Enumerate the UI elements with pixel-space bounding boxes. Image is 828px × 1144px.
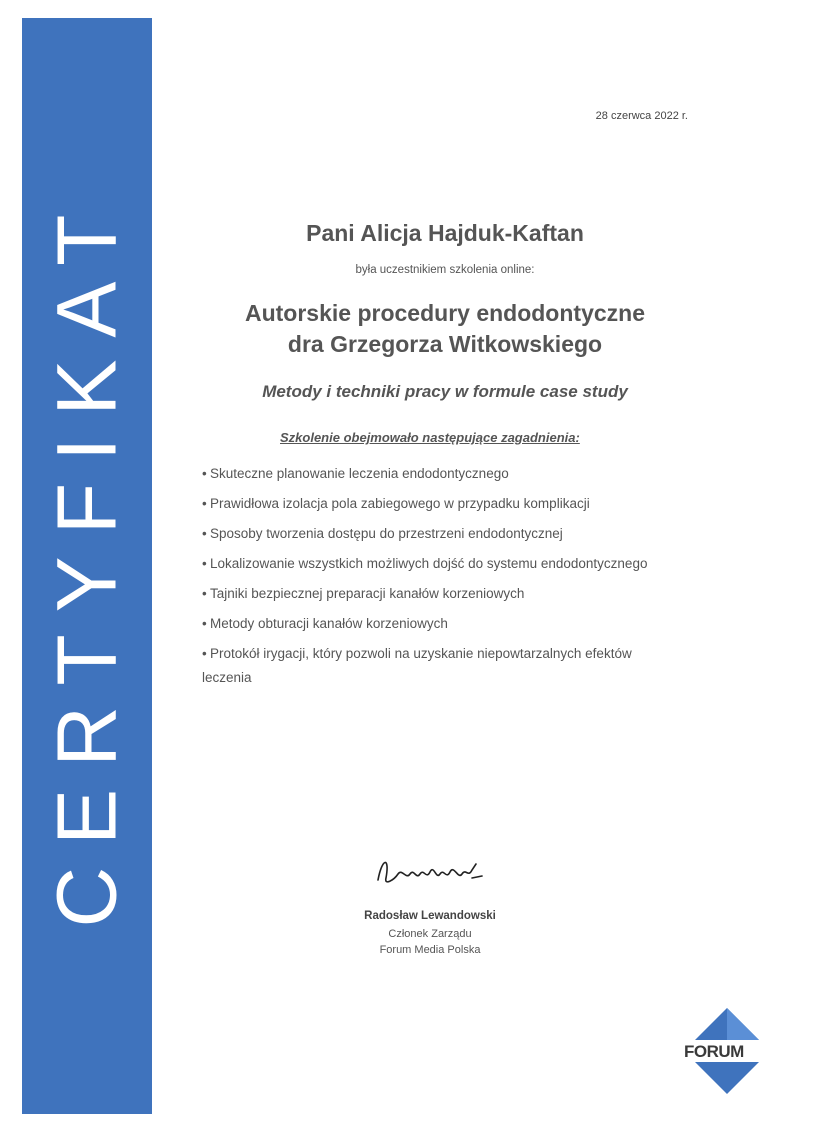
list-item: • Tajniki bezpiecznej preparacji kanałów korzeniowych — [202, 586, 525, 601]
signer-org: Forum Media Polska — [379, 944, 481, 956]
recipient-name: Pani Alicja Hajduk-Kaftan — [306, 220, 584, 246]
intro-text: była uczestnikiem szkolenia online: — [355, 264, 535, 276]
topics-heading: Szkolenie obejmowało następujące zagadnienia: — [280, 430, 580, 445]
list-item: • Lokalizowanie wszystkich możliwych dojść do systemu endodontycznego — [202, 556, 648, 571]
forum-logo-text: FORUM — [684, 1042, 744, 1061]
topics-list — [202, 462, 682, 696]
signer-name: Radosław Lewandowski — [364, 910, 496, 922]
list-item: • Protokół irygacji, który pozwoli na uzyskanie niepowtarzalnych efektów leczenia — [202, 646, 632, 685]
course-title-line1: Autorskie procedury endodontyczne — [244, 300, 645, 326]
signer-role: Członek Zarządu — [388, 928, 472, 940]
certificate-date: 28 czerwca 2022 r. — [595, 110, 688, 122]
signature — [372, 850, 492, 890]
list-item: • Metody obturacji kanałów korzeniowych — [202, 616, 448, 631]
course-subtitle: Metody i techniki pracy w formule case study — [262, 382, 628, 401]
list-item: • Prawidłowa izolacja pola zabiegowego w przypadku komplikacji — [202, 496, 590, 511]
course-title-line2: dra Grzegorza Witkowskiego — [287, 331, 603, 357]
list-item: • Sposoby tworzenia dostępu do przestrzeni endodontycznej — [202, 526, 563, 541]
list-item: • Skuteczne planowanie leczenia endodontycznego — [202, 466, 509, 481]
certificate-band-title: CERTYFIKAT — [39, 192, 134, 928]
course-title — [200, 298, 690, 360]
